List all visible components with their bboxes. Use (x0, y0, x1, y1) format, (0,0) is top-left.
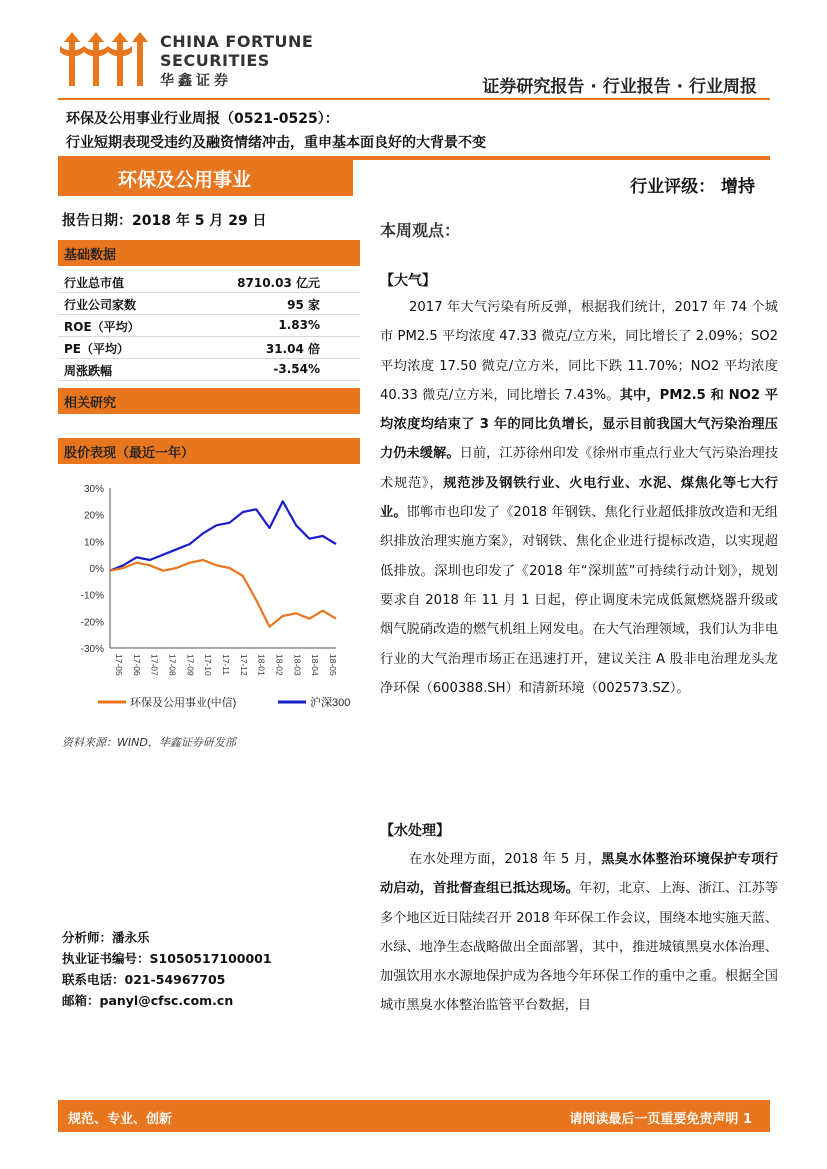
x-tick-label: 17-07 (149, 654, 160, 676)
report-category: 证券研究报告 · 行业报告 · 行业周报 (482, 77, 757, 97)
header-divider (58, 98, 770, 100)
y-tick-label: -30% (80, 644, 104, 655)
y-tick-label: 30% (83, 484, 104, 495)
x-tick-label: 18-02 (274, 654, 285, 676)
logo-text-cn: 华鑫证券 (160, 73, 232, 89)
chart-source: 资料来源：WIND，华鑫证券研发部 (62, 736, 236, 749)
basic-data-row: 行业公司家数 95 家 (58, 292, 360, 315)
x-tick-label: 17-09 (185, 654, 196, 676)
weekly-view-title: 本周观点： (380, 221, 461, 240)
y-tick-label: 20% (83, 510, 104, 522)
basic-data-row: ROE（平均） 1.83% (58, 314, 360, 337)
x-tick-label: 17-10 (203, 654, 214, 676)
industry-rating: 行业评级： 增持 (630, 177, 755, 197)
y-tick-label: 10% (83, 537, 104, 549)
legend-label: 环保及公用事业(中信) (130, 697, 237, 709)
report-date: 报告日期：2018 年 5 月 29 日 (62, 213, 267, 229)
report-title-line1: 环保及公用事业行业周报（0521-0525）： (66, 111, 339, 127)
basic-data-row: 周涨跌幅 -3.54% (58, 358, 360, 381)
footer-disclaimer[interactable]: 请阅读最后一页重要免责声明 1 (569, 1112, 752, 1127)
footer-slogan: 规范、专业、创新 (68, 1112, 173, 1127)
analyst-email[interactable]: 邮箱：panyl@cfsc.com.cn (62, 993, 234, 1008)
logo-text-en-1: CHINA FORTUNE (160, 32, 314, 51)
x-tick-label: 18-04 (310, 654, 321, 676)
company-logo-icon (58, 28, 150, 88)
sector-name: 环保及公用事业 (118, 169, 252, 191)
logo-text-en-2: SECURITIES (160, 51, 270, 70)
analyst-name: 分析师：潘永乐 (62, 930, 150, 945)
series-line (110, 501, 336, 570)
section-body-water: 在水处理方面，2018 年 5 月，黑臭水体整治环境保护专项行动启动，首批督查组已抵达现场。年初，北京、上海、浙江、江苏等多个地区近日陆续召开 2018 年环保工作会议，围绕本地实施天蓝、水绿、地净生态战略做出全面部署，其中，推进城镇黑臭水体治理、加强饮用水水源地保护成为各地今年环保工作的重中之重。根据全国城市黑臭水体整治监管平台数据，目 (380, 852, 779, 1014)
related-research-heading: 相关研究 (58, 388, 360, 414)
section-title-water: 【水处理】 (380, 823, 450, 839)
x-tick-label: 18-05 (328, 654, 338, 676)
section-title-air: 【大气】 (380, 273, 436, 289)
sector-banner (58, 160, 353, 196)
series-line (110, 560, 336, 627)
basic-data-row: 行业总市值 8710.03 亿元 (58, 270, 360, 293)
x-tick-label: 17-12 (238, 654, 249, 676)
price-performance-heading: 股价表现（最近一年） (58, 438, 360, 464)
legend-label: 沪深300 (310, 697, 351, 709)
basic-data-heading: 基础数据 (58, 240, 360, 266)
x-tick-label: 17-06 (131, 654, 142, 676)
x-tick-label: 18-03 (292, 654, 303, 676)
x-tick-label: 17-08 (167, 654, 178, 676)
analyst-cert: 执业证书编号：S1050517100001 (62, 951, 272, 966)
y-tick-label: -10% (80, 590, 104, 602)
analyst-phone: 联系电话：021-54967705 (62, 972, 226, 987)
y-tick-label: 0% (89, 564, 104, 575)
section-body-air: 2017 年大气污染有所反弹，根据我们统计，2017 年 74 个城市 PM2.5 平均浓度 47.33 微克/立方米，同比增长了 2.09%；SO2 平均浓度 17.50 微克/立方米，同比下跌 11.70%；NO2 平均浓度 40.33 微克/立方米，同比增长 7.43%。其中，PM2.5 和 NO2 平均浓度均结束了 3 年的同比负增长，显示目前我国大气污染治理压力仍未缓解。日前，江苏徐州印发《徐州市重点行业大气污染治理技术规范》，规范涉及钢铁行业、火电行业、水泥、煤焦化等七大行业。邯郸市也印发了《2018 年钢铁、焦化行业超低排放改造和无组织排放治理实施方案》，对钢铁、焦化企业进行提标改造，以实现超低排放。深圳也印发了《2018 年“深圳蓝”可持续行动计划》，规划要求自 2018 年 11 月 1 日起，停止调度未完成低氮燃烧器升级或烟气脱硝改造的燃气机组上网发电。在大气治理领域，我们认为非电行业的大气治理市场正在迅速打开，建议关注 A 股非电治理龙头龙净环保（600388.SH）和清新环境（002573.SZ）。 (380, 300, 779, 696)
x-tick-label: 17-05 (114, 654, 124, 676)
y-tick-label: -20% (80, 617, 104, 629)
x-tick-label: 18-01 (256, 654, 267, 676)
basic-data-row: PE（平均） 31.04 倍 (58, 336, 360, 359)
page-footer (58, 1100, 770, 1132)
price-performance-chart (58, 476, 358, 716)
report-title-line2: 行业短期表现受违约及融资情绪冲击，重申基本面良好的大背景不变 (66, 135, 486, 151)
x-tick-label: 17-11 (221, 654, 231, 676)
